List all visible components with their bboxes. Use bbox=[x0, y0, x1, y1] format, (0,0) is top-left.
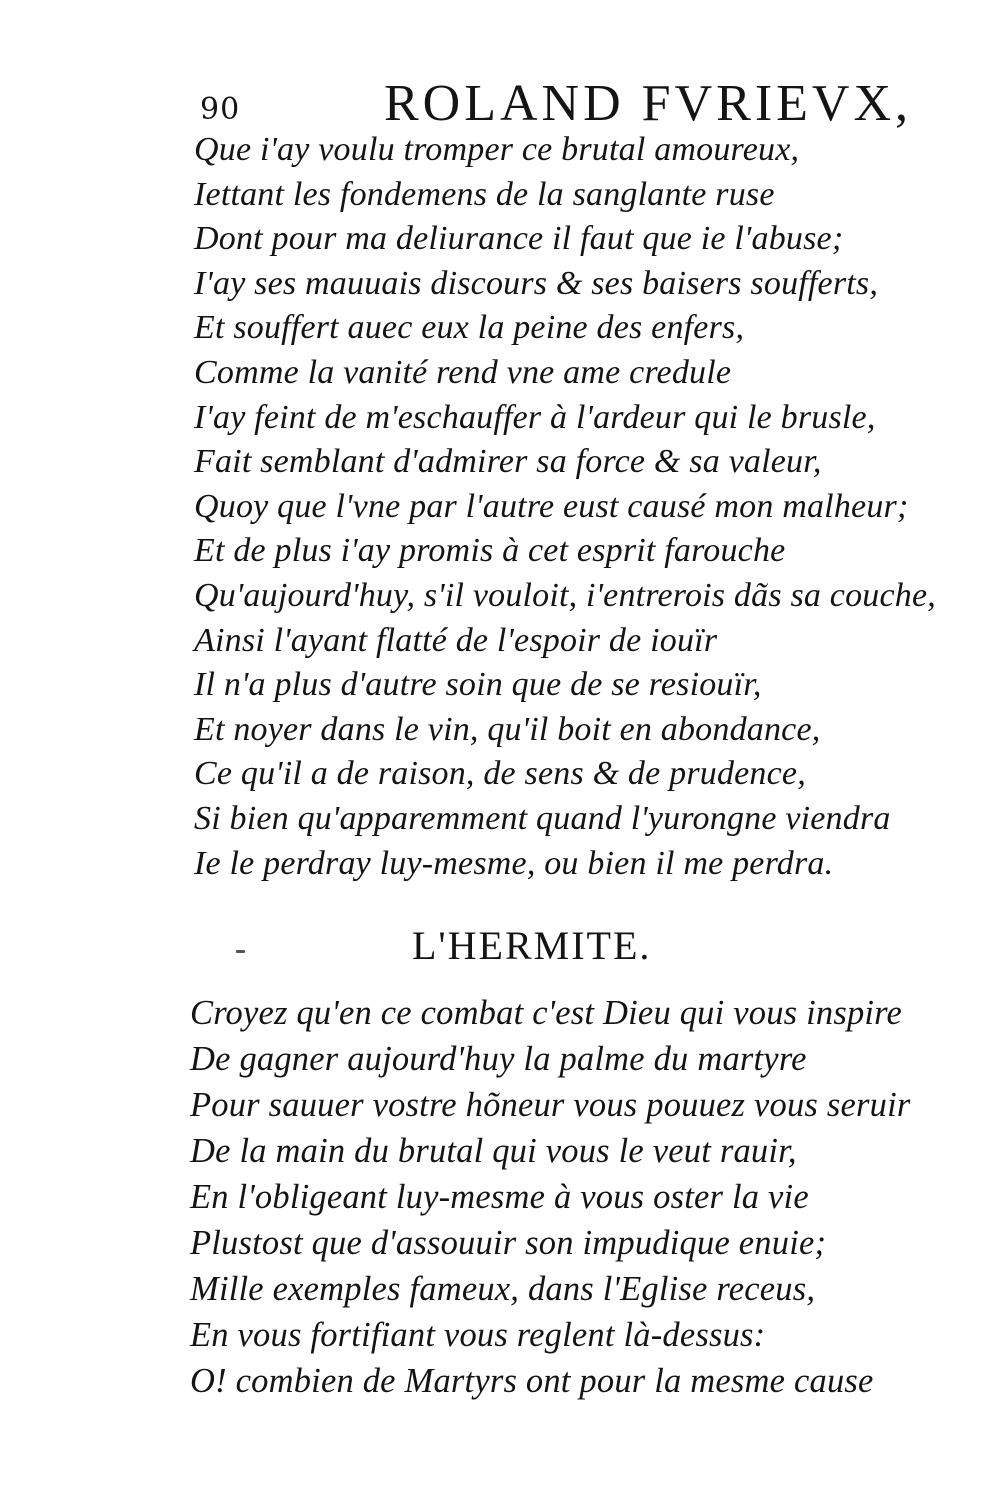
verse-line: Dont pour ma deliurance il faut que ie l'abuse; bbox=[194, 220, 844, 258]
speaker-heading: L'HERMITE. bbox=[412, 923, 652, 968]
verse-line: Ainsi l'ayant flatté de l'espoir de iouïr bbox=[194, 621, 718, 659]
verse-line: Quoy que l'vne par l'autre eust causé mon malheur; bbox=[194, 487, 909, 525]
verse-line: Ie le perdray luy-mesme, ou bien il me perdra. bbox=[194, 844, 834, 882]
verse-block-first bbox=[194, 128, 936, 886]
verse-line: O! combien de Martyrs ont pour la mesme cause bbox=[190, 1362, 874, 1400]
page-number: 90 bbox=[200, 92, 241, 127]
verse-line: Qu'aujourd'huy, s'il vouloit, i'entrerois dãs sa couche, bbox=[194, 576, 936, 614]
verse-line: Si bien qu'apparemment quand l'yurongne viendra bbox=[194, 799, 891, 837]
verse-line: De la main du brutal qui vous le veut rauir, bbox=[190, 1132, 797, 1170]
verse-line: Mille exemples fameux, dans l'Eglise receus, bbox=[190, 1270, 816, 1308]
stray-ink-mark bbox=[236, 950, 245, 953]
verse-block-second bbox=[190, 990, 911, 1404]
verse-line: Plustost que d'assouuir son impudique enuie; bbox=[190, 1224, 827, 1262]
verse-line: Fait semblant d'admirer sa force & sa valeur, bbox=[194, 443, 822, 481]
verse-line: En l'obligeant luy-mesme à vous oster la vie bbox=[190, 1178, 809, 1216]
verse-line: Ce qu'il a de raison, de sens & de prudence, bbox=[194, 755, 806, 793]
verse-line: Pour sauuer vostre hõneur vous pouuez vous seruir bbox=[190, 1086, 911, 1124]
verse-line: Et noyer dans le vin, qu'il boit en abondance, bbox=[194, 710, 821, 748]
verse-line: Et de plus i'ay promis à cet esprit farouche bbox=[194, 532, 786, 570]
verse-line: I'ay ses mauuais discours & ses baisers soufferts, bbox=[194, 264, 879, 302]
verse-line: Comme la vanité rend vne ame credule bbox=[194, 353, 732, 391]
verse-line: Croyez qu'en ce combat c'est Dieu qui vous inspire bbox=[190, 994, 903, 1032]
verse-line: Et souffert auec eux la peine des enfers, bbox=[194, 309, 745, 347]
verse-line: Iettant les fondemens de la sanglante ruse bbox=[194, 175, 775, 213]
verse-line: De gagner aujourd'huy la palme du martyre bbox=[190, 1040, 807, 1078]
verse-line: Il n'a plus d'autre soin que de se resiouïr, bbox=[194, 666, 762, 704]
running-title: ROLAND FVRIEVX, bbox=[384, 75, 912, 132]
verse-line: I'ay feint de m'eschauffer à l'ardeur qui le brusle, bbox=[194, 398, 876, 436]
verse-line: En vous fortifiant vous reglent là-dessus: bbox=[190, 1316, 766, 1354]
verse-line: Que i'ay voulu tromper ce brutal amoureux, bbox=[194, 131, 800, 168]
